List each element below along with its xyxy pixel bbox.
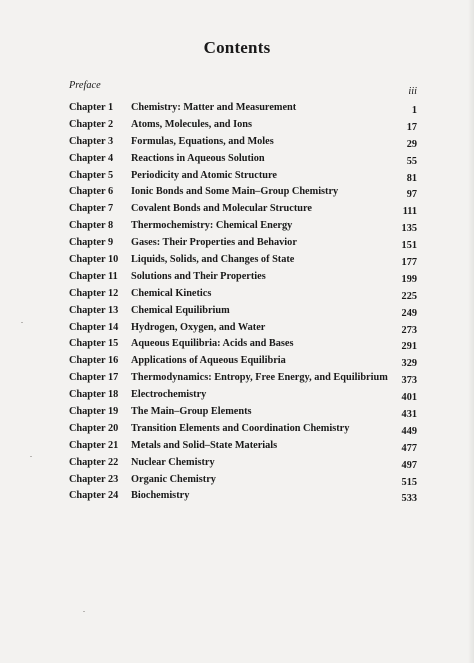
toc-entry[interactable] bbox=[69, 404, 419, 421]
chapter-page-number: 1 bbox=[411, 105, 417, 116]
chapter-title: The Main–Group Elements bbox=[131, 406, 252, 418]
paper-speck bbox=[21, 322, 23, 323]
chapter-number: Chapter 24 bbox=[69, 490, 119, 502]
preface-page-number: iii bbox=[408, 86, 417, 97]
chapter-number: Chapter 6 bbox=[69, 186, 114, 198]
chapter-title: Atoms, Molecules, and Ions bbox=[131, 118, 252, 130]
chapter-page-number: 225 bbox=[401, 290, 417, 302]
preface-label: Preface bbox=[69, 80, 101, 91]
chapter-page-number: 177 bbox=[401, 257, 417, 269]
chapter-page-number: 431 bbox=[401, 409, 417, 421]
chapter-title: Chemical Kinetics bbox=[131, 287, 212, 299]
toc-entry[interactable] bbox=[69, 151, 419, 168]
chapter-page-number: 449 bbox=[401, 425, 417, 437]
chapter-title: Solutions and Their Properties bbox=[131, 270, 266, 282]
chapter-page-number: 135 bbox=[401, 223, 417, 235]
toc-entry[interactable] bbox=[69, 218, 419, 235]
chapter-title: Chemical Equilibrium bbox=[131, 304, 230, 316]
toc-entry[interactable] bbox=[69, 488, 419, 505]
chapter-number: Chapter 14 bbox=[69, 321, 119, 333]
toc-entry[interactable] bbox=[69, 117, 419, 134]
toc-entry[interactable] bbox=[69, 269, 419, 286]
chapter-page-number: 273 bbox=[401, 324, 417, 336]
chapter-number: Chapter 7 bbox=[69, 203, 114, 215]
chapter-number: Chapter 19 bbox=[69, 406, 119, 418]
chapter-number: Chapter 9 bbox=[69, 237, 114, 249]
chapter-title: Reactions in Aqueous Solution bbox=[131, 152, 265, 164]
toc-entry[interactable] bbox=[69, 438, 419, 455]
toc-entry[interactable] bbox=[69, 387, 419, 404]
chapter-title: Hydrogen, Oxygen, and Water bbox=[131, 321, 266, 333]
chapter-number: Chapter 10 bbox=[69, 254, 119, 266]
chapter-page-number: 373 bbox=[401, 375, 417, 387]
chapter-title: Liquids, Solids, and Changes of State bbox=[131, 254, 295, 266]
toc-entry[interactable] bbox=[69, 353, 419, 370]
chapter-number: Chapter 1 bbox=[69, 102, 114, 113]
chapter-page-number: 401 bbox=[401, 392, 417, 404]
toc-entry[interactable] bbox=[69, 421, 419, 438]
chapter-page-number: 291 bbox=[401, 341, 417, 353]
paper-speck bbox=[30, 456, 32, 457]
chapter-title: Thermochemistry: Chemical Energy bbox=[131, 220, 293, 232]
chapter-page-number: 533 bbox=[401, 493, 417, 505]
chapter-title: Applications of Aqueous Equilibria bbox=[131, 355, 286, 367]
chapter-number: Chapter 2 bbox=[69, 118, 114, 130]
chapter-title: Chemistry: Matter and Measurement bbox=[131, 102, 297, 113]
chapter-page-number: 55 bbox=[406, 155, 417, 167]
chapter-number: Chapter 17 bbox=[69, 372, 119, 384]
toc-entry[interactable] bbox=[69, 235, 419, 252]
chapter-number: Chapter 12 bbox=[69, 287, 119, 299]
chapter-number: Chapter 20 bbox=[69, 422, 119, 434]
chapter-title: Formulas, Equations, and Moles bbox=[131, 135, 274, 147]
chapter-title: Biochemistry bbox=[131, 490, 190, 502]
chapter-number: Chapter 11 bbox=[69, 270, 118, 282]
chapter-title: Transition Elements and Coordination Chemistry bbox=[131, 422, 350, 434]
chapter-number: Chapter 3 bbox=[69, 135, 114, 147]
chapter-number: Chapter 22 bbox=[69, 456, 119, 468]
chapter-title: Organic Chemistry bbox=[131, 473, 216, 485]
chapter-page-number: 97 bbox=[406, 189, 417, 201]
toc-entry-preface[interactable] bbox=[69, 80, 419, 100]
chapter-number: Chapter 18 bbox=[69, 389, 119, 401]
toc-entry[interactable] bbox=[69, 370, 419, 387]
chapter-title: Metals and Solid–State Materials bbox=[131, 439, 278, 451]
chapter-page-number: 497 bbox=[401, 459, 417, 471]
chapter-title: Aqueous Equilibria: Acids and Bases bbox=[131, 338, 294, 350]
toc-entry[interactable] bbox=[69, 455, 419, 472]
chapter-number: Chapter 16 bbox=[69, 355, 119, 367]
toc-entry[interactable] bbox=[69, 286, 419, 303]
toc-entry[interactable] bbox=[69, 134, 419, 151]
chapter-number: Chapter 15 bbox=[69, 338, 119, 350]
chapter-number: Chapter 8 bbox=[69, 220, 114, 232]
chapter-number: Chapter 23 bbox=[69, 473, 119, 485]
page-title: Contents bbox=[203, 38, 271, 57]
page-edge-shadow bbox=[468, 0, 474, 663]
chapter-title: Thermodynamics: Entropy, Free Energy, and Equilibrium bbox=[131, 372, 388, 384]
toc-entry[interactable] bbox=[69, 201, 419, 218]
toc-entry[interactable] bbox=[69, 472, 419, 489]
chapter-page-number: 515 bbox=[401, 476, 417, 488]
toc-entry[interactable] bbox=[69, 303, 419, 320]
chapter-number: Chapter 5 bbox=[69, 169, 114, 181]
toc-entry[interactable] bbox=[69, 100, 419, 117]
chapter-page-number: 329 bbox=[401, 358, 417, 370]
chapter-page-number: 17 bbox=[406, 121, 417, 133]
chapter-title: Periodicity and Atomic Structure bbox=[131, 169, 277, 181]
chapter-page-number: 199 bbox=[401, 273, 417, 285]
toc-entry[interactable] bbox=[69, 184, 419, 201]
chapter-page-number: 477 bbox=[401, 442, 417, 454]
chapter-title: Gases: Their Properties and Behavior bbox=[131, 237, 297, 249]
chapter-page-number: 151 bbox=[401, 240, 417, 252]
chapter-page-number: 111 bbox=[402, 206, 417, 218]
toc-entry[interactable] bbox=[69, 320, 419, 337]
toc-entry[interactable] bbox=[69, 252, 419, 269]
chapter-title: Covalent Bonds and Molecular Structure bbox=[131, 203, 312, 215]
chapter-title: Ionic Bonds and Some Main–Group Chemistry bbox=[131, 186, 339, 198]
toc-entry[interactable] bbox=[69, 336, 419, 353]
toc-entry[interactable] bbox=[69, 168, 419, 185]
chapter-page-number: 29 bbox=[406, 138, 417, 150]
chapter-title: Electrochemistry bbox=[131, 389, 207, 401]
paper-speck bbox=[83, 611, 85, 612]
chapter-page-number: 249 bbox=[401, 307, 417, 319]
chapter-page-number: 81 bbox=[406, 172, 417, 184]
chapter-number: Chapter 4 bbox=[69, 152, 114, 164]
chapter-number: Chapter 13 bbox=[69, 304, 119, 316]
chapter-number: Chapter 21 bbox=[69, 439, 119, 451]
chapter-title: Nuclear Chemistry bbox=[131, 456, 215, 468]
table-of-contents bbox=[69, 80, 419, 505]
